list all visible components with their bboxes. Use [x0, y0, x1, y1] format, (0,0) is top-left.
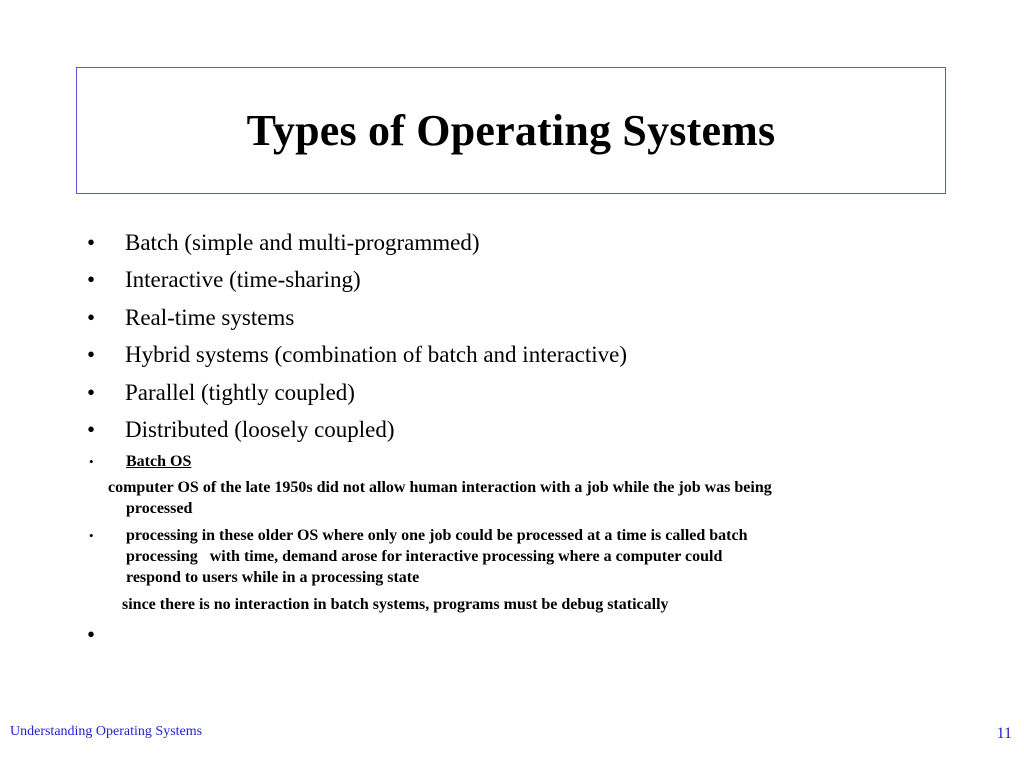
- batch-paragraph-1-line-1: computer OS of the late 1950s did not allow human interaction with a job while the job was being: [108, 479, 772, 496]
- footer-course-title: Understanding Operating Systems: [10, 724, 203, 739]
- bullet-dot: •: [87, 417, 96, 442]
- bullet-dot: •: [87, 342, 96, 367]
- bullet-dot: •: [87, 622, 96, 647]
- bullet-dot: •: [87, 305, 96, 330]
- title-box: [76, 67, 946, 194]
- bullet-text: Real-time systems: [125, 305, 295, 330]
- batch-paragraph-2-line-1: processing in these older OS where only one job could be processed at a time is called batch: [126, 527, 748, 544]
- batch-paragraph-1-line-2: processed: [126, 500, 193, 517]
- bullet-dot: •: [89, 528, 94, 543]
- batch-paragraph-2-line-2: processing with time, demand arose for interactive processing where a computer could: [126, 548, 723, 565]
- bullet-text: Hybrid systems (combination of batch and interactive): [125, 342, 628, 367]
- slide-title: Types of Operating Systems: [246, 106, 776, 155]
- bullet-text: Batch (simple and multi-programmed): [125, 230, 480, 255]
- bullet-dot: •: [89, 454, 94, 469]
- bullet-dot: •: [87, 230, 96, 255]
- batch-paragraph-2-line-3: respond to users while in a processing state: [126, 569, 420, 586]
- slide-page-number: 11: [996, 725, 1012, 742]
- bullet-text: Parallel (tightly coupled): [125, 380, 355, 405]
- bullet-text: Distributed (loosely coupled): [125, 417, 395, 442]
- batch-os-heading: Batch OS: [126, 453, 192, 470]
- batch-paragraph-3: since there is no interaction in batch systems, programs must be debug statically: [122, 596, 669, 613]
- bullet-dot: •: [87, 380, 96, 405]
- bullet-text: Interactive (time-sharing): [125, 267, 361, 292]
- bullet-dot: •: [87, 267, 96, 292]
